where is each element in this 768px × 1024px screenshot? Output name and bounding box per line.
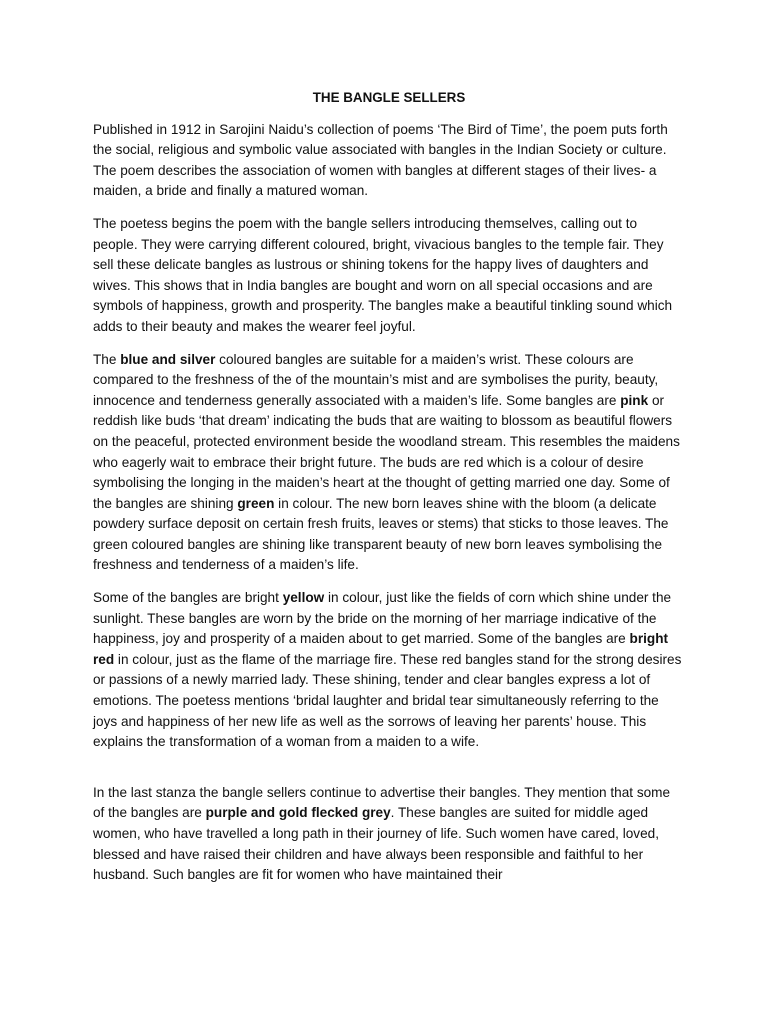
bold-phrase-yellow: yellow <box>282 590 325 606</box>
paragraph-maiden-bangles <box>93 350 685 577</box>
text-run: In the last stanza the bangle sellers continue to advertise their bangles. They mention that some of the bangles are <box>93 784 671 821</box>
text-run: . These bangles are suited for middle aged women, who have travelled a long path in their journey of life. Such women have cared, loved, blessed and have raised their children and have always been responsible and faithful to her husband. Such bangles are fit for women who have maintained their <box>93 805 659 883</box>
document-body <box>93 88 685 898</box>
text-run: Some of the bangles are bright <box>93 590 283 606</box>
text-run: coloured bangles are suitable for a maiden’s wrist. These colours are compared to the freshness of the of the mountain’s mist and are symbolises the purity, beauty, innocence and tenderness generally associated with a maiden’s life. Some bangles are <box>93 351 659 408</box>
document-title: THE BANGLE SELLERS <box>312 90 466 105</box>
paragraph-introduction: Published in 1912 in Sarojini Naidu’s collection of poems ‘The Bird of Time’, the poem puts forth the social, religious and symbolic value associated with bangles in the Indian Society or culture. The poem describes the association of women with bangles at different stages of their lives- a maiden, a bride and finally a matured woman. <box>93 121 668 199</box>
text-run: in colour, just like the fields of corn which shine under the sunlight. These bangles are worn by the bride on the morning of her marriage indicative of the happiness, joy and prosperity of a maiden about to get married. Some of the bangles are <box>93 590 672 647</box>
paragraph-matured-woman-bangles <box>93 783 685 886</box>
text-run: in colour, just as the flame of the marriage fire. These red bangles stand for the strong desires or passions of a newly married lady. These shining, tender and clear bangles express a lot of emotions. The poetess mentions ‘bridal laughter and bridal tear simultaneously referring to the joys and happiness of her new life as well as the sorrows of leaving her parents’ house. This explains the transformation of a woman from a maiden to a wife. <box>93 651 682 750</box>
bold-phrase-pink: pink <box>620 392 649 408</box>
text-run: in colour. The new born leaves shine with the bloom (a delicate powdery surface deposit on certain fresh fruits, leaves or stems) that sticks to those leaves. The green coloured bangles are shining like transparent beauty of new born leaves symbolising the freshness and tenderness of a maiden’s life. <box>93 495 669 573</box>
bold-phrase-bright-red: bright red <box>93 631 669 667</box>
bold-phrase-blue-and-silver: blue and silver <box>120 351 216 367</box>
bold-phrase-green: green <box>237 495 275 511</box>
paragraph-bride-bangles <box>93 588 685 753</box>
text-run: or reddish like buds ‘that dream’ indicating the buds that are waiting to blossom as beautiful flowers on the peaceful, protected environment beside the woodland stream. This resembles the maidens who eagerly wait to embrace their bright future. The buds are red which is a colour of desire symbolising the longing in the maiden’s heart at the thought of getting married one day. Some of the bangles are shining <box>93 392 680 511</box>
bold-phrase-purple-and-gold-flecked-grey: purple and gold flecked grey <box>205 805 391 821</box>
paragraph-bangle-sellers: The poetess begins the poem with the bangle sellers introducing themselves, calling out to people. They were carrying different coloured, bright, vivacious bangles to the temple fair. They sell these delicate bangles as lustrous or shining tokens for the happy lives of daughters and wives. This shows that in India bangles are bought and worn on all special occasions and are symbols of happiness, growth and prosperity. The bangles make a beautiful tinkling sound which adds to their beauty and makes the wearer feel joyful. <box>93 215 673 334</box>
text-run: The <box>93 351 121 367</box>
